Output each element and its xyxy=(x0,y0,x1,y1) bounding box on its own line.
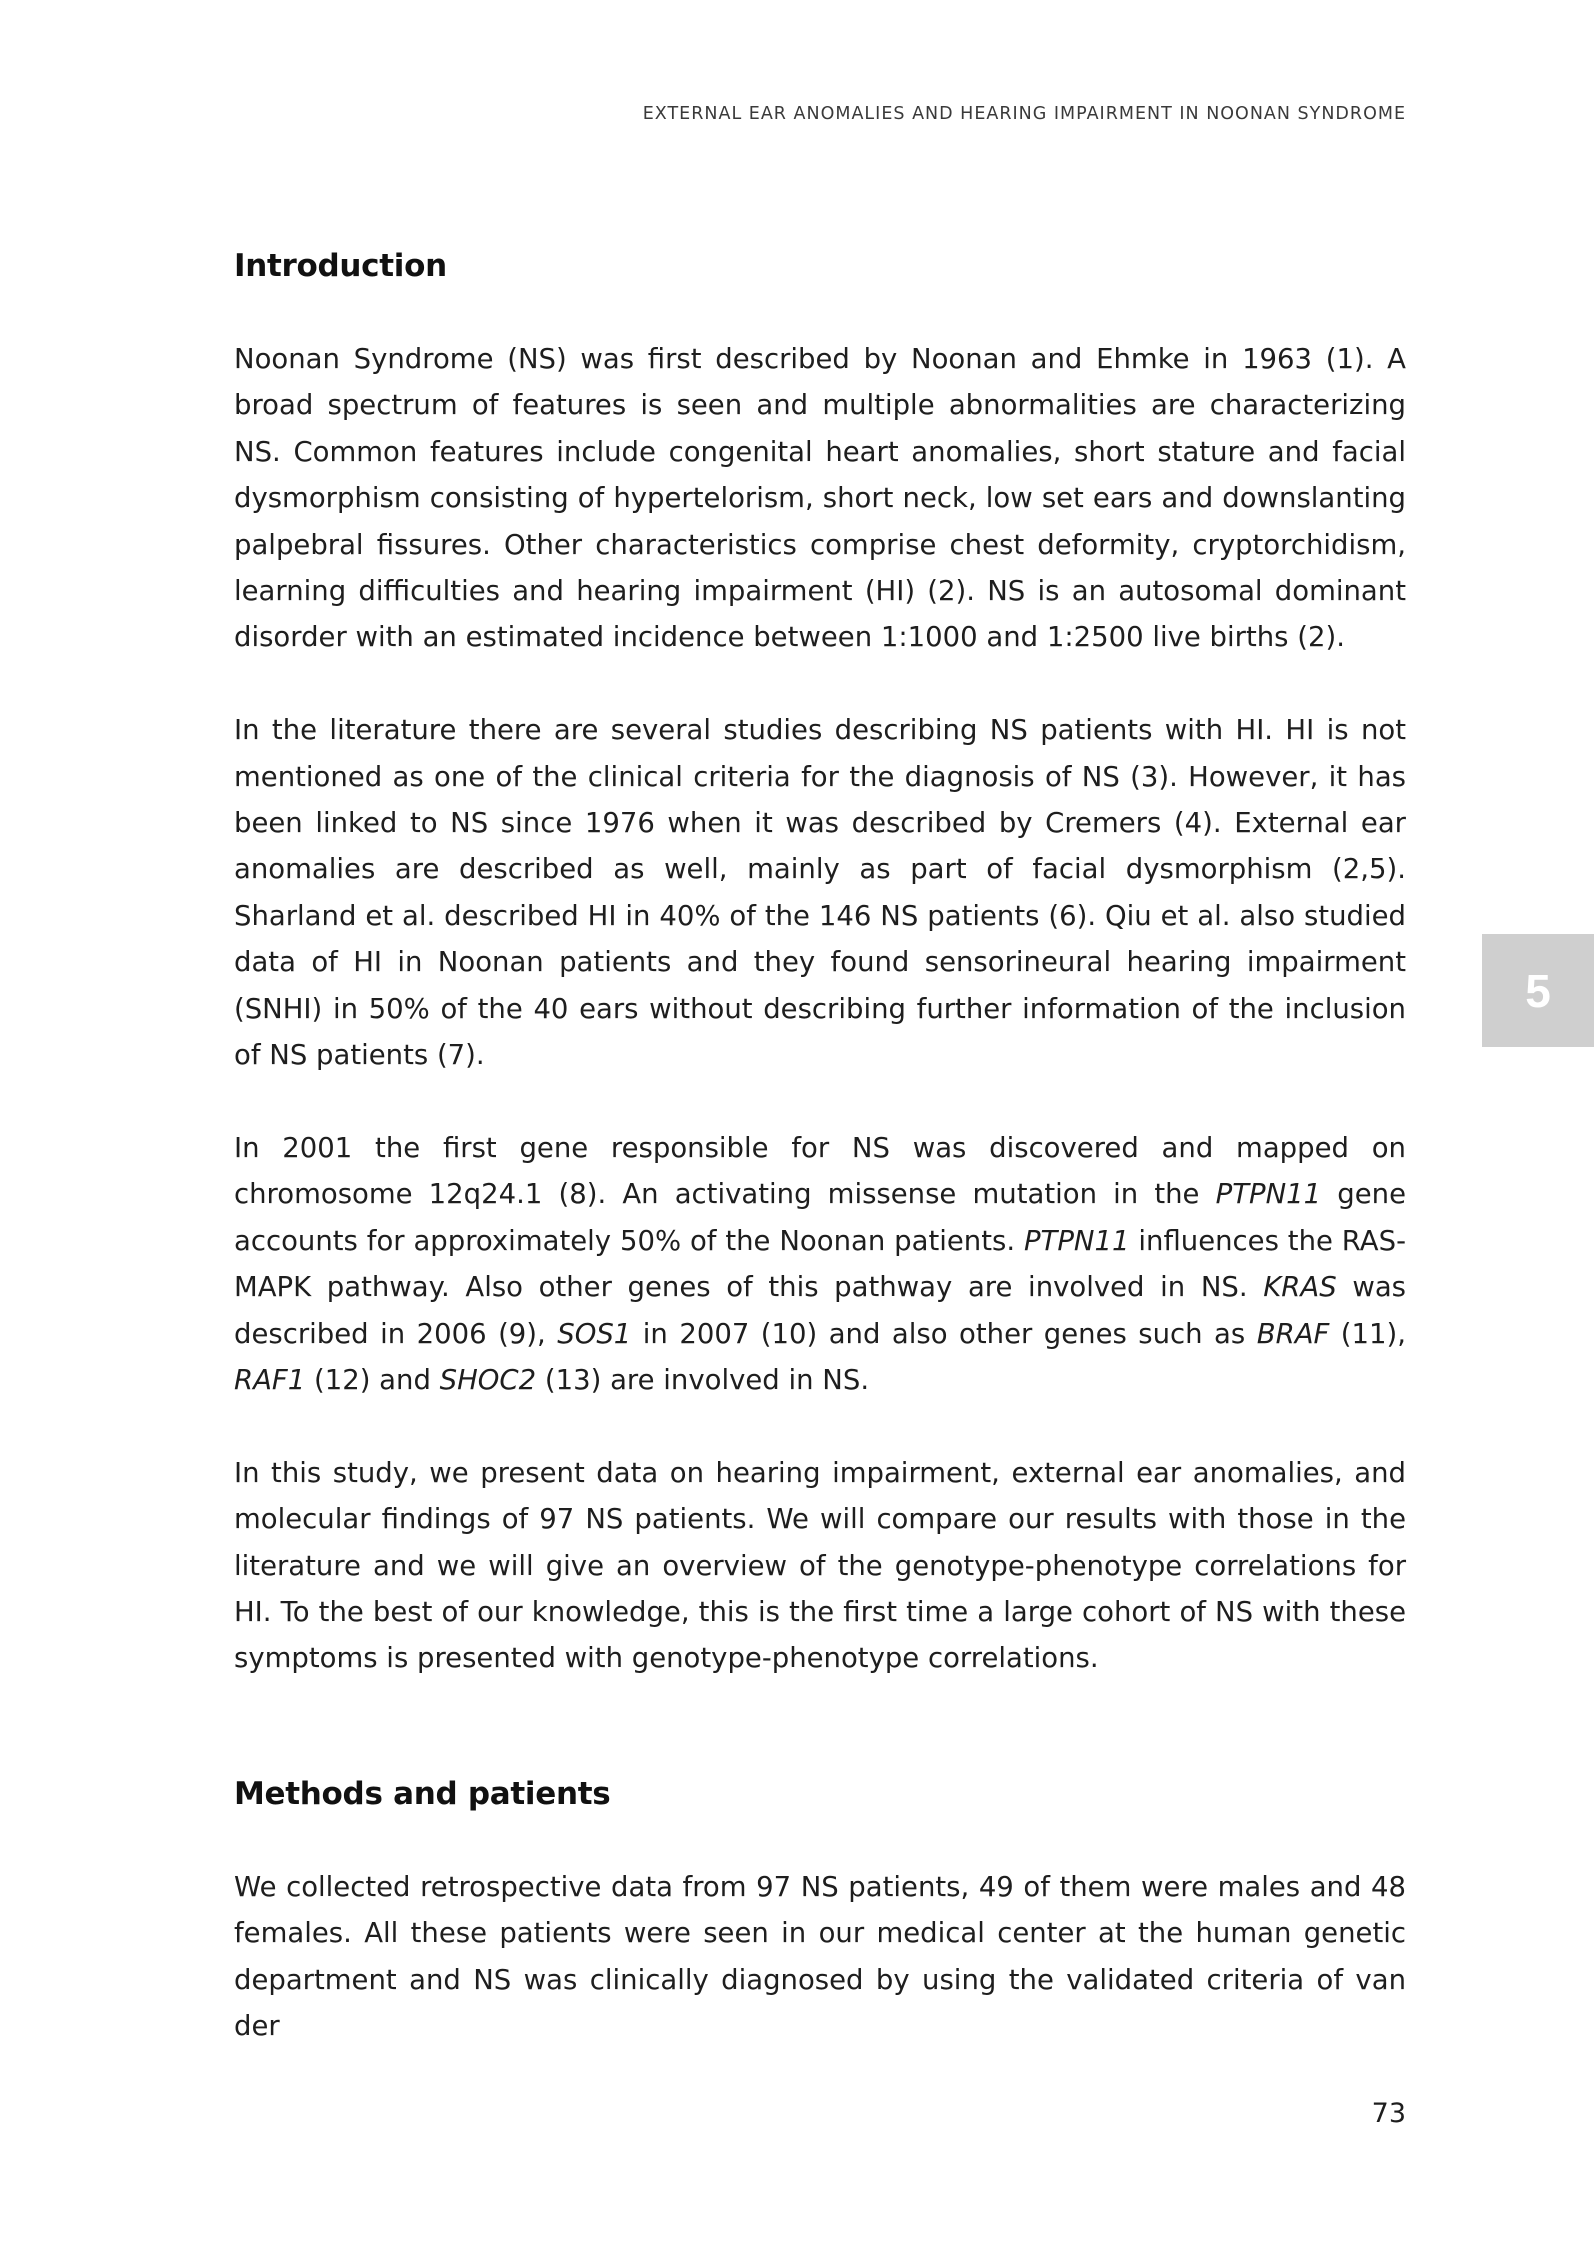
introduction-paragraph-3: In 2001 the first gene responsible for NS was discovered and mapped on chromosome 12q24.1 (8). An activating missense mutation in the PTPN11 gene accounts for approximately 50% of the Noonan patients. PTPN11 influences the RAS-MAPK pathway. Also other genes of this pathway are involved in NS. KRAS was described in 2006 (9), SOS1 in 2007 (10) and also other genes such as BRAF (11), RAF1 (12) and SHOC2 (13) are involved in NS. xyxy=(234,1131,1406,1396)
page-number: 73 xyxy=(1371,2098,1406,2129)
introduction-paragraph-4: In this study, we present data on hearing impairment, external ear anomalies, and molecular findings of 97 NS patients. We will compare our results with those in the literature and we will give an overview of the genotype-phenotype correlations for HI. To the best of our knowledge, this is the first time a large cohort of NS with these symptoms is presented with genotype-phenotype correlations. xyxy=(234,1456,1406,1675)
gene-name: BRAF xyxy=(1256,1317,1330,1350)
introduction-paragraph-1: Noonan Syndrome (NS) was first described by Noonan and Ehmke in 1963 (1). A broad spectrum of features is seen and multiple abnormalities are characterizing NS. Common features include congenital heart anomalies, short stature and facial dysmorphism consisting of hypertelorism, short neck, low set ears and downslanting palpebral fissures. Other characteristics comprise chest deformity, cryptorchidism, learning difficulties and hearing impairment (HI) (2). NS is an autosomal dominant disorder with an estimated incidence between 1:1000 and 1:2500 live births (2). xyxy=(234,343,1406,654)
gene-name: RAF1 xyxy=(234,1363,306,1396)
chapter-tab xyxy=(1482,934,1594,1047)
introduction-paragraph-2: In the literature there are several studies describing NS patients with HI. HI is not mentioned as one of the clinical criteria for the diagnosis of NS (3). However, it has been linked to NS since 1976 when it was described by Cremers (4). External ear anomalies are described as well, mainly as part of facial dysmorphism (2,5). Sharland et al. described HI in 40% of the 146 NS patients (6). Qiu et al. also studied data of HI in Noonan patients and they found sensorineural hearing impairment (SNHI) in 50% of the 40 ears without describing further information of the inclusion of NS patients (7). xyxy=(234,714,1406,1072)
gene-name: SOS1 xyxy=(557,1317,632,1350)
methods-paragraph-1: We collected retrospective data from 97 NS patients, 49 of them were males and 48 females. All these patients were seen in our medical center at the human genetic department and NS was clinically diagnosed by using the validated criteria of van der xyxy=(234,1870,1406,2042)
running-header: EXTERNAL EAR ANOMALIES AND HEARING IMPAIRMENT IN NOONAN SYNDROME xyxy=(642,104,1406,124)
gene-name: KRAS xyxy=(1263,1271,1337,1304)
gene-name: PTPN11 xyxy=(1023,1224,1130,1257)
gene-name: SHOC2 xyxy=(439,1363,537,1396)
methods-heading: Methods and patients xyxy=(234,1775,611,1812)
gene-name: PTPN11 xyxy=(1215,1178,1322,1211)
chapter-number: 5 xyxy=(1525,964,1551,1017)
introduction-heading: Introduction xyxy=(234,248,447,284)
page-body xyxy=(234,238,1406,2049)
